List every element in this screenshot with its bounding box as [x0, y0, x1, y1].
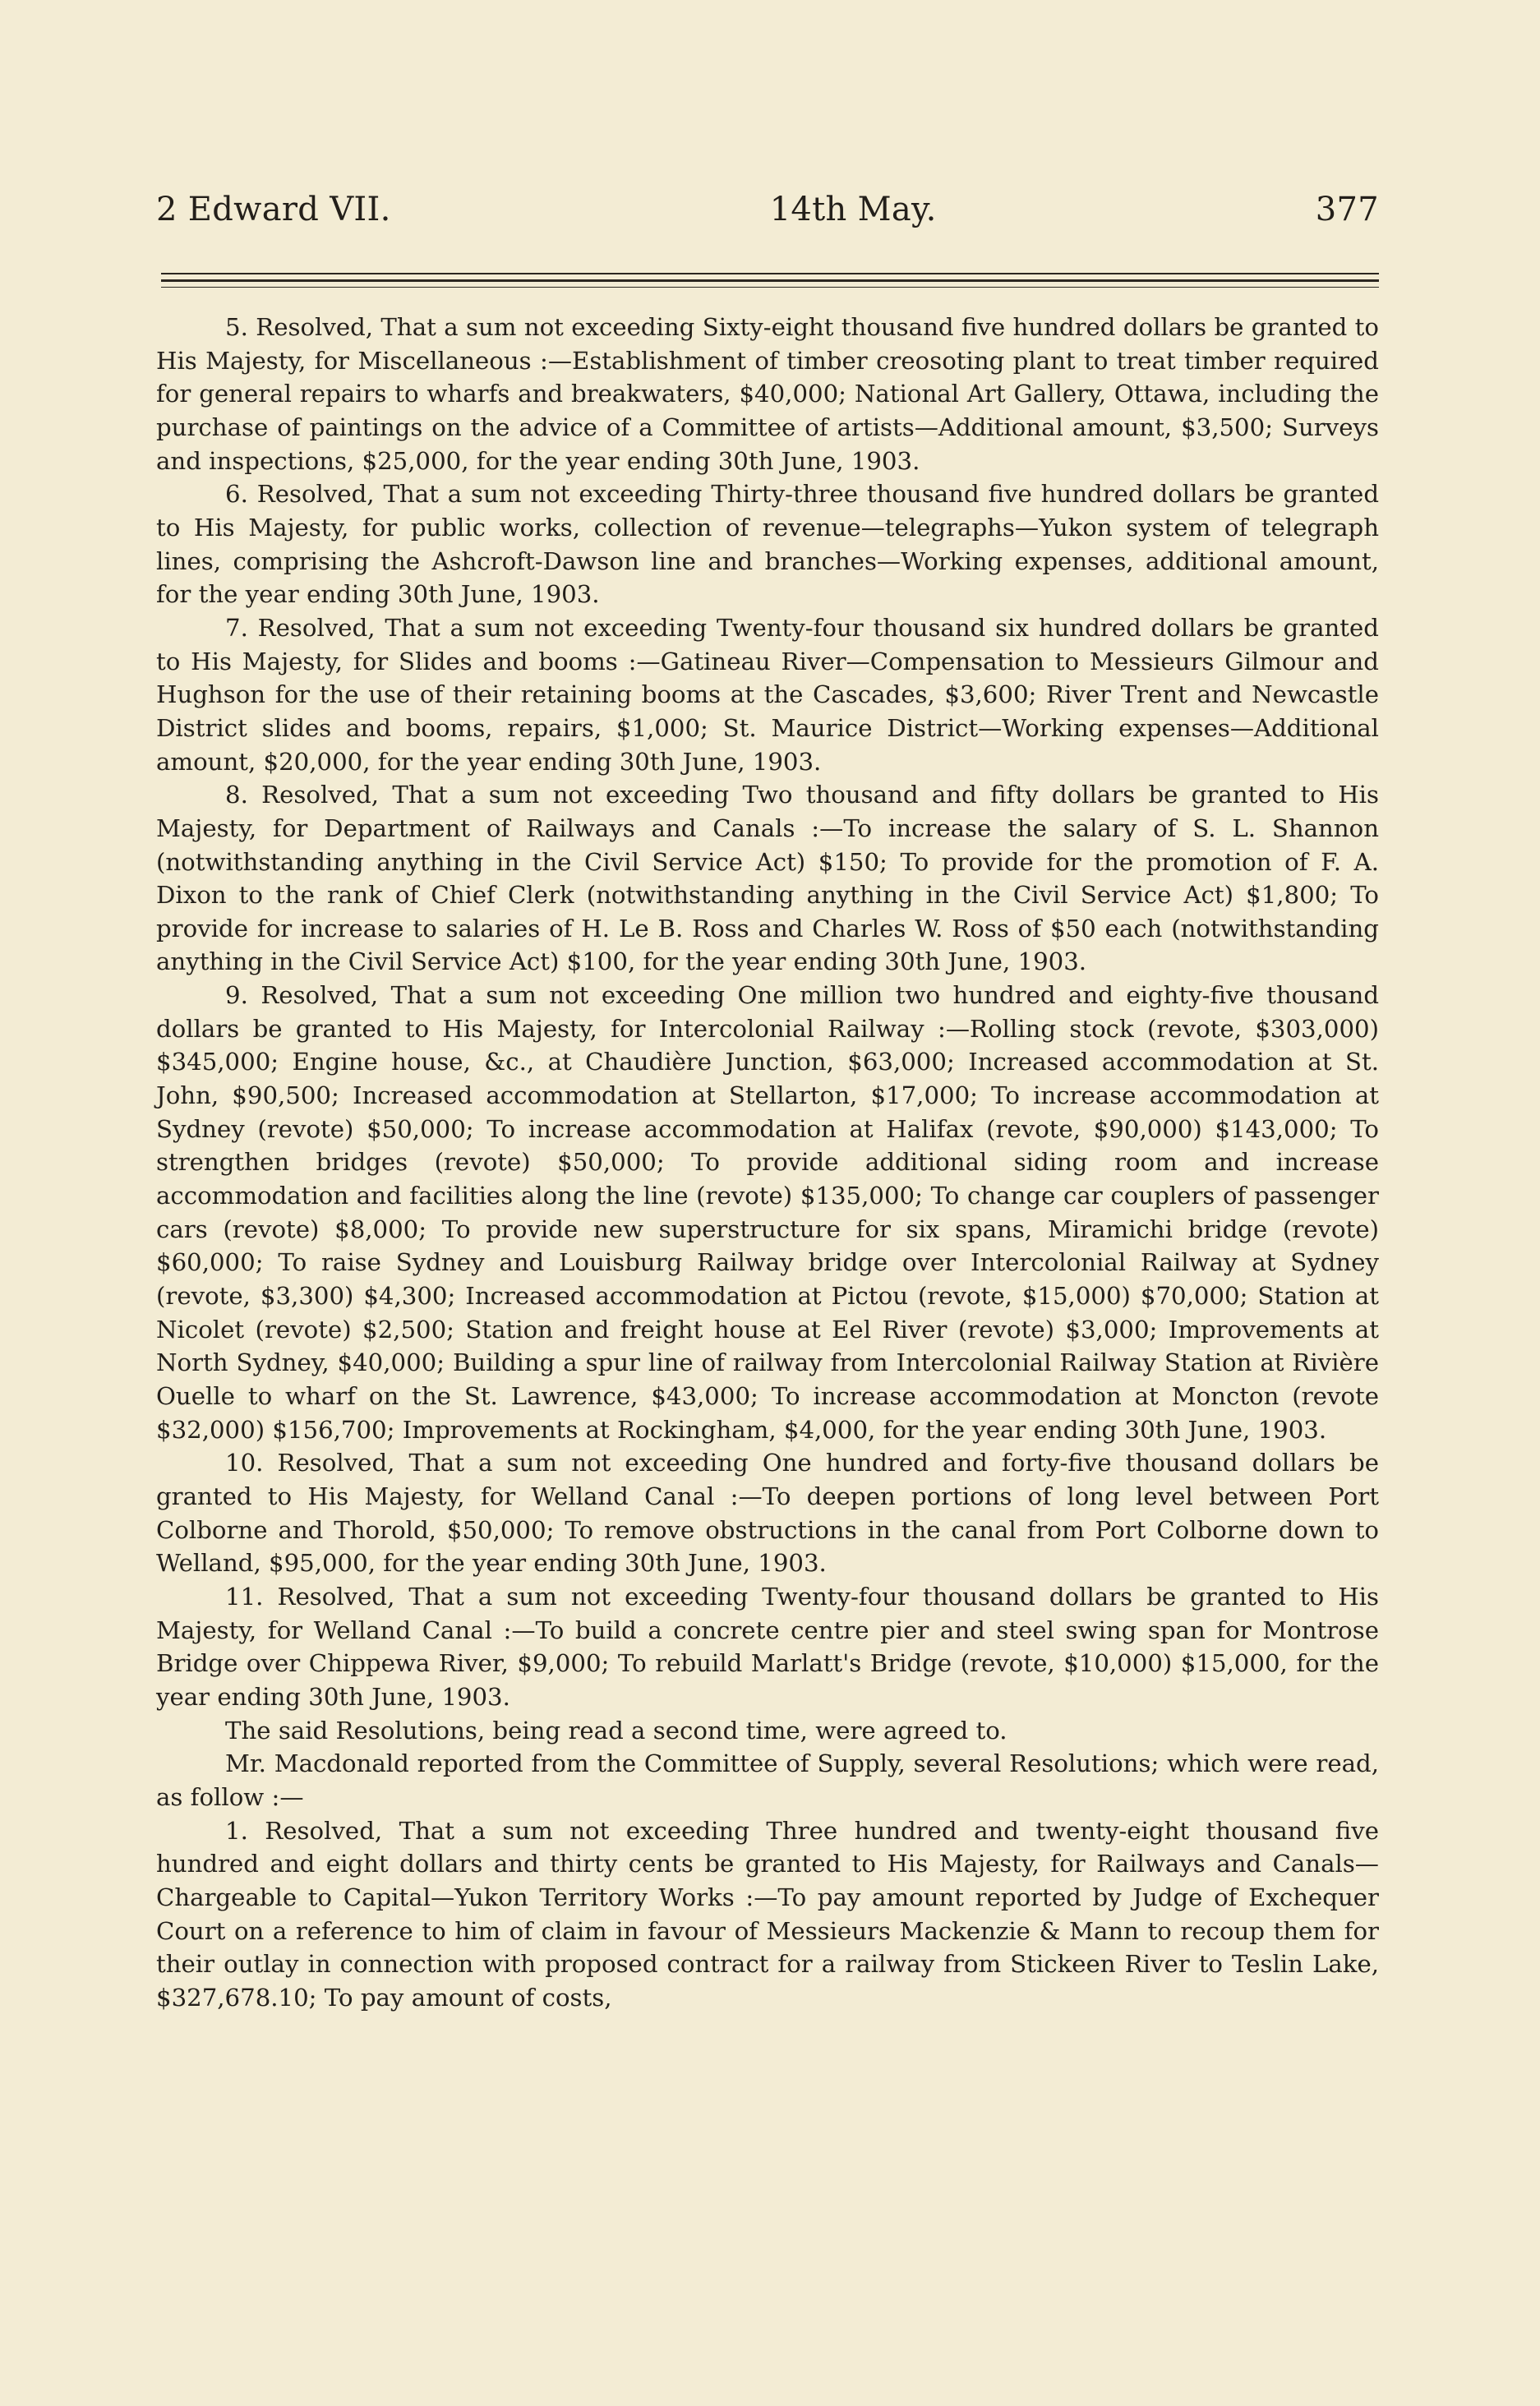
document-body	[156, 311, 1379, 2014]
header-page-number: 377	[1315, 191, 1379, 228]
paragraph-resolution-10: 10. Resolved, That a sum not exceeding One hundred and forty-five thousand dollars be granted to His Majesty, for Welland Canal :—To deepen portions of long level between Port Colborne and Thorold, $50,000; To remove obstructions in the canal from Port Colborne down to Welland, $95,000, for the year ending 30th June, 1903.	[156, 1449, 1379, 1578]
paragraph-resolution-6: 6. Resolved, That a sum not exceeding Thirty-three thousand five hundred dollars be granted to His Majesty, for public works, collection of revenue—telegraphs—Yukon system of telegraph lines, comprising the Ashcroft-Dawson line and branches—Working expenses, additional amount, for the year ending 30th June, 1903.	[156, 480, 1379, 609]
header-rule-bottom	[161, 287, 1379, 288]
paragraph-resolution-7: 7. Resolved, That a sum not exceeding Twenty-four thousand six hundred dollars be granted to His Majesty, for Slides and booms :—Gatineau River—Compensation to Messieurs Gilmour and Hughson for the use of their retaining booms at the Cascades, $3,600; River Trent and Newcastle District slides and booms, repairs, $1,000; St. Maurice District—Working expenses—Additional amount, $20,000, for the year ending 30th June, 1903.	[156, 613, 1379, 776]
paragraph-agreed: The said Resolutions, being read a second time, were agreed to.	[225, 1716, 1007, 1745]
paragraph-resolution-8: 8. Resolved, That a sum not exceeding Two thousand and fifty dollars be granted to His Majesty, for Department of Railways and Canals :—To increase the salary of S. L. Shannon (notwithstanding anything in the Civil Service Act) $150; To provide for the promotion of F. A. Dixon to the rank of Chief Clerk (notwithstanding anything in the Civil Service Act) $1,800; To provide for increase to salaries of H. Le B. Ross and Charles W. Ross of $50 each (notwithstanding anything in the Civil Service Act) $100, for the year ending 30th June, 1903.	[156, 781, 1379, 976]
header-rule-middle	[161, 279, 1379, 282]
page-header	[156, 191, 1379, 243]
header-rule-top	[161, 273, 1379, 274]
paragraph-resolution-1: 1. Resolved, That a sum not exceeding Three hundred and twenty-eight thousand five hundred and eight dollars and thirty cents be granted to His Majesty, for Railways and Canals—Chargeable to Capital—Yukon Territory Works :—To pay amount reported by Judge of Exchequer Court on a reference to him of claim in favour of Messieurs Mackenzie & Mann to recoup them for their outlay in connection with proposed contract for a railway from Stickeen River to Teslin Lake, $327,678.10; To pay amount of costs,	[156, 1816, 1379, 2012]
paragraph-resolution-11: 11. Resolved, That a sum not exceeding Twenty-four thousand dollars be granted to His Majesty, for Welland Canal :—To build a concrete centre pier and steel swing span for Montrose Bridge over Chippewa River, $9,000; To rebuild Marlatt's Bridge (revote, $10,000) $15,000, for the year ending 30th June, 1903.	[156, 1582, 1379, 1711]
paragraph-resolution-9: 9. Resolved, That a sum not exceeding One million two hundred and eighty-five thousand dollars be granted to His Majesty, for Intercolonial Railway :—Rolling stock (revote, $303,000) $345,000; Engine house, &c., at Chaudière Junction, $63,000; Increased accommodation at St. John, $90,500; Increased accommodation at Stellarton, $17,000; To increase accommodation at Sydney (revote) $50,000; To increase accommodation at Halifax (revote, $90,000) $143,000; To strengthen bridges (revote) $50,000; To provide additional siding room and increase accommodation and facilities along the line (revote) $135,000; To change car couplers of passenger cars (revote) $8,000; To provide new superstructure for six spans, Miramichi bridge (revote) $60,000; To raise Sydney and Louisburg Railway bridge over Intercolonial Railway at Sydney (revote, $3,300) $4,300; Increased accommodation at Pictou (revote, $15,000) $70,000; Station at Nicolet (revote) $2,500; Station and freight house at Eel River (revote) $3,000; Improvements at North Sydney, $40,000; Building a spur line of railway from Intercolonial Railway Station at Rivière Ouelle to wharf on the St. Lawrence, $43,000; To increase accommodation at Moncton (revote $32,000) $156,700; Improvements at Rockingham, $4,000, for the year ending 30th June, 1903.	[156, 981, 1379, 1444]
header-date: 14th May.	[769, 191, 937, 228]
paragraph-committee-report: Mr. Macdonald reported from the Committee of Supply, several Resolutions; which were read, as follow :—	[156, 1749, 1379, 1811]
paragraph-resolution-5: 5. Resolved, That a sum not exceeding Sixty-eight thousand five hundred dollars be granted to His Majesty, for Miscellaneous :—Establishment of timber creosoting plant to treat timber required for general repairs to wharfs and breakwaters, $40,000; National Art Gallery, Ottawa, including the purchase of paintings on the advice of a Committee of artists—Additional amount, $3,500; Surveys and inspections, $25,000, for the year ending 30th June, 1903.	[156, 313, 1379, 475]
header-regnal-year: 2 Edward VII.	[156, 191, 391, 228]
